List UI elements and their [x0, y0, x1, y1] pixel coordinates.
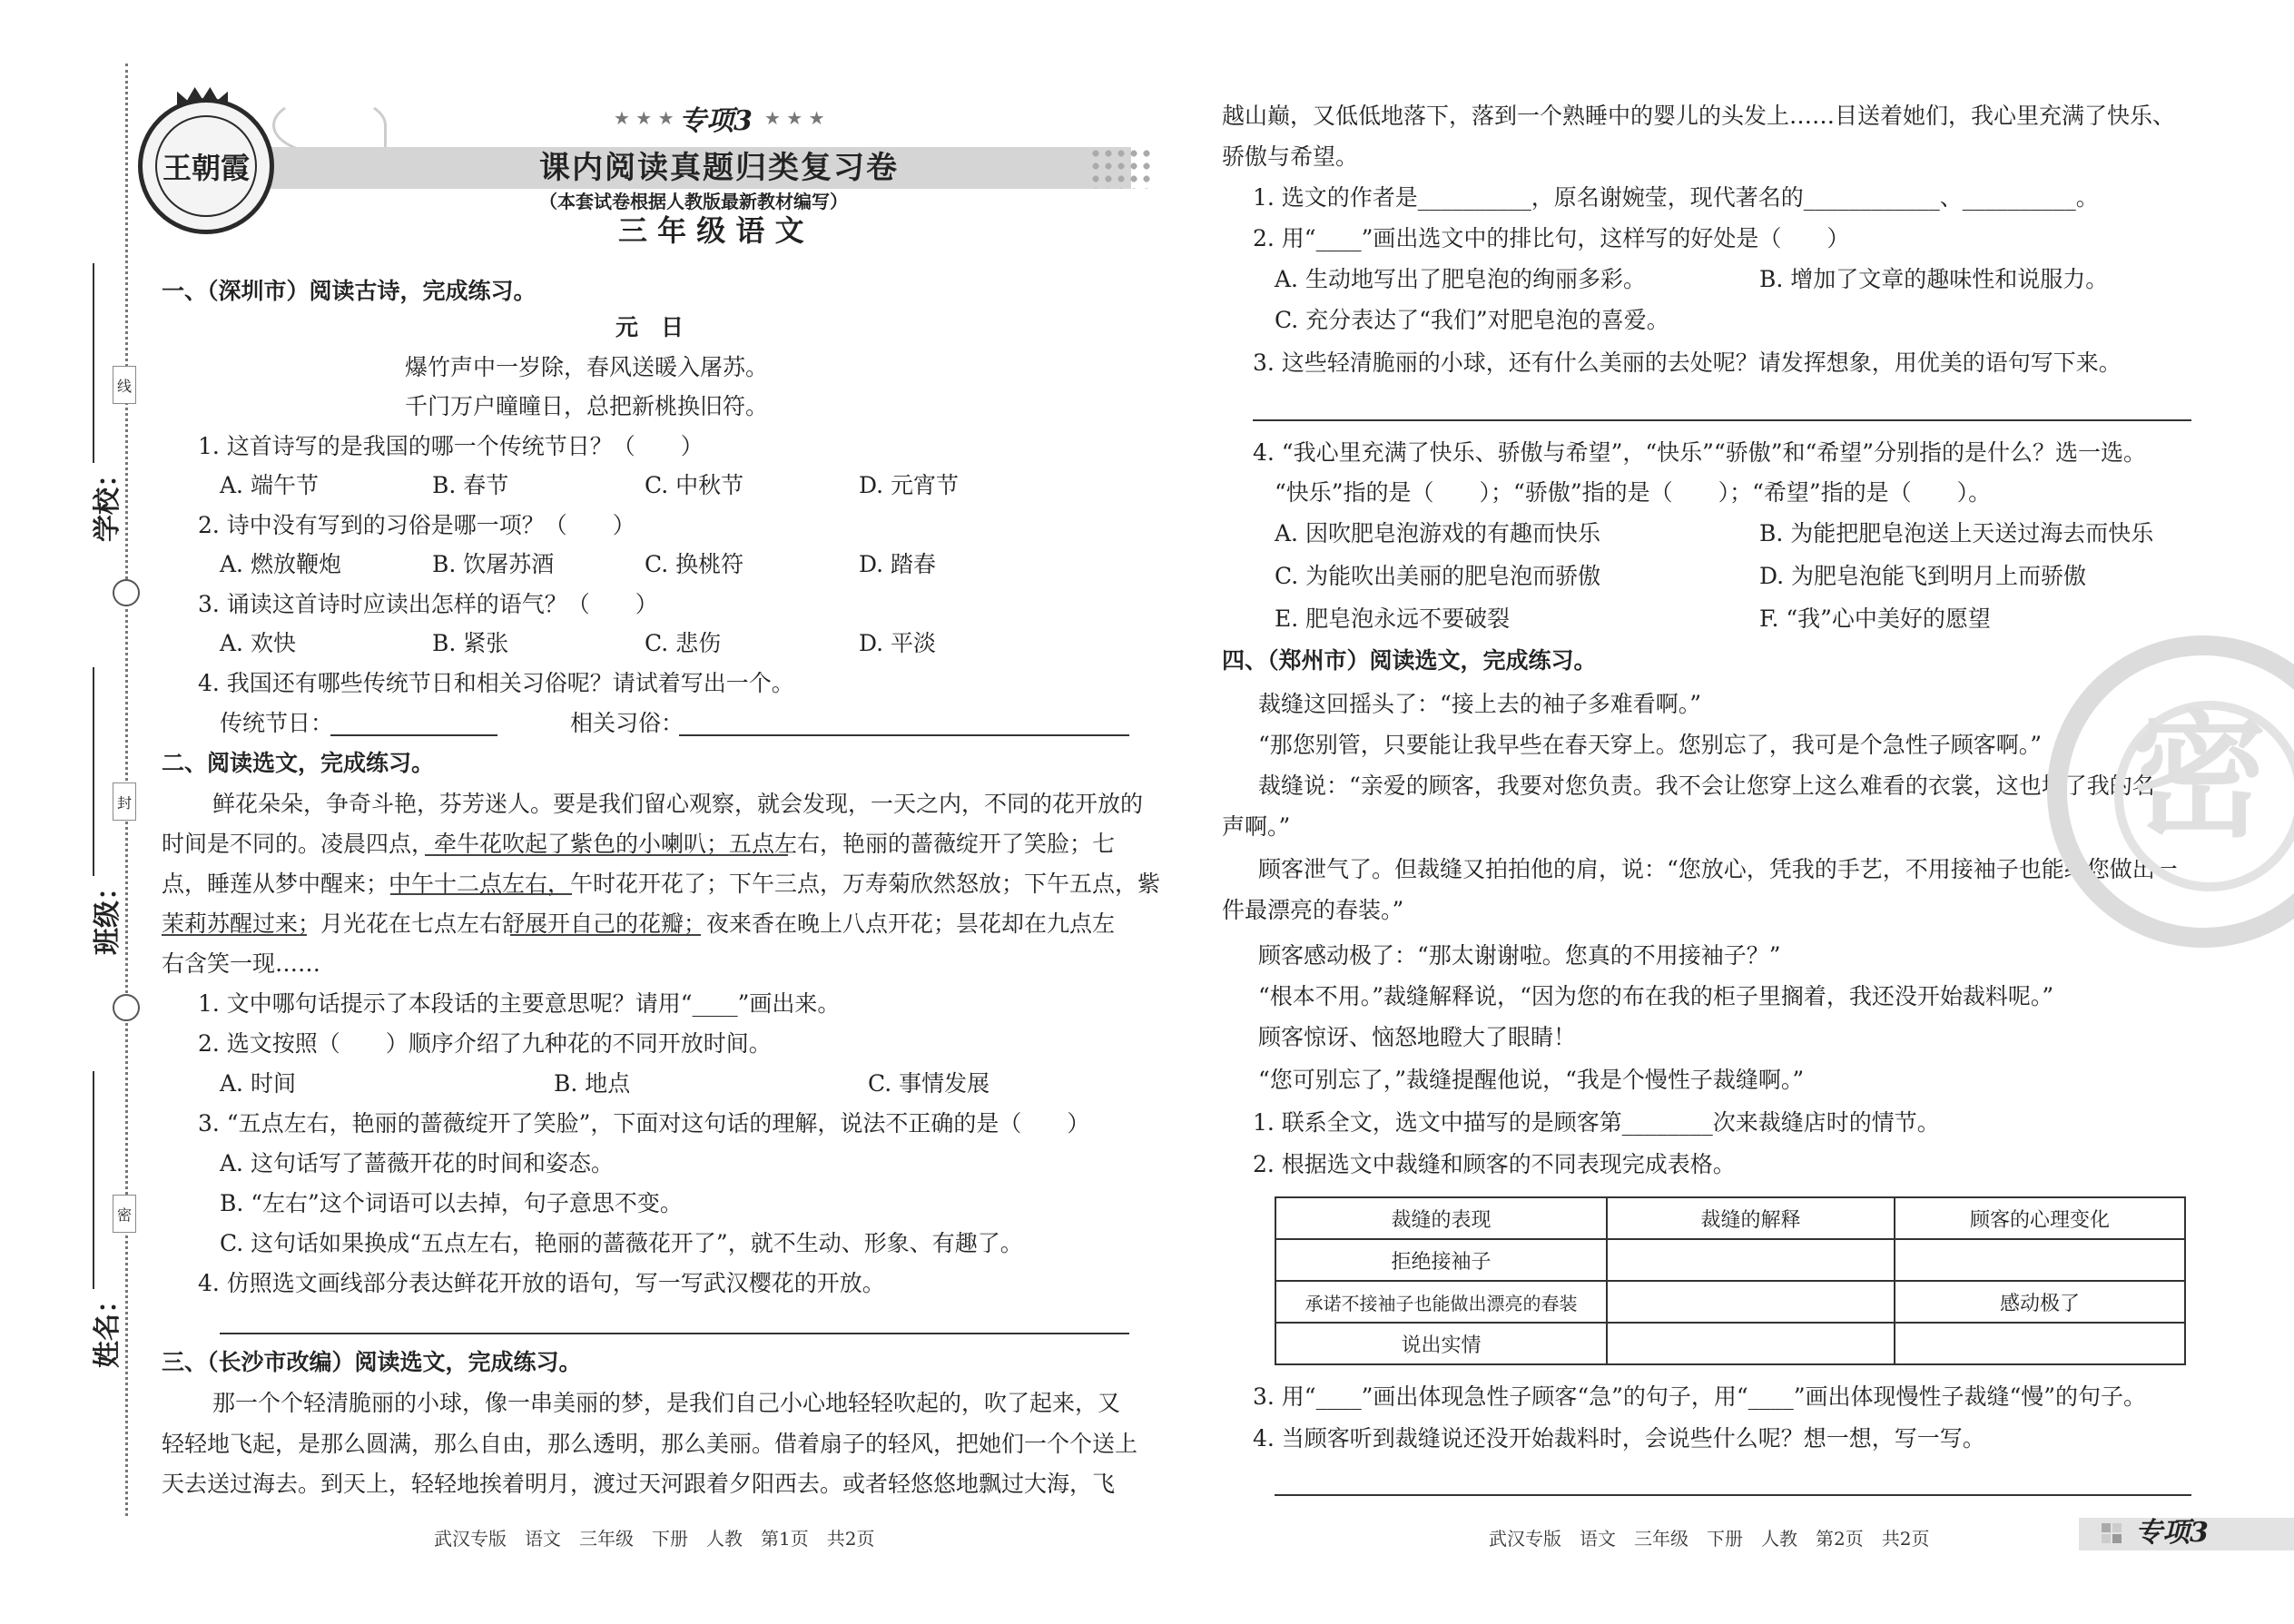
table-row	[1275, 1281, 2185, 1323]
option[interactable]: B. 为能把肥皂泡送上天送过海去而快乐	[1759, 520, 2154, 546]
option[interactable]: B. 地点	[554, 1070, 631, 1097]
table-header-cell: 裁缝的表现	[1275, 1197, 1607, 1239]
passage-line: 那一个个轻清脆丽的小球，像一串美丽的梦，是我们自己小心地轻轻吹起的，吹了起来，又	[212, 1390, 1121, 1416]
school-field[interactable]	[64, 263, 123, 542]
option[interactable]: A. 欢快	[220, 630, 296, 656]
passage-line: 件最漂亮的春装。”	[1222, 897, 1404, 923]
passage-line: 鲜花朵朵，争奇斗艳，芬芳迷人。要是我们留心观察，就会发现，一天之内，不同的花开放的	[212, 791, 1144, 817]
passage-line: 越山巅，又低低地落下，落到一个熟睡中的婴儿的头发上……目送着她们，我心里充满了快乐、	[1222, 103, 2176, 129]
question: 2. 根据选文中裁缝和顾客的不同表现完成表格。	[1253, 1151, 1736, 1177]
binding-mark-seal: 封	[113, 782, 136, 821]
binding-hole-icon	[113, 994, 140, 1021]
comparison-table	[1275, 1196, 2186, 1365]
custom-label: 相关习俗：	[570, 710, 684, 736]
section2-heading: 二、阅读选文，完成练习。	[162, 750, 435, 776]
name-line[interactable]	[93, 1071, 94, 1289]
passage-line: 顾客惊讶、恼怒地瞪大了眼睛！	[1258, 1024, 1577, 1050]
table-cell: 承诺不接袖子也能做出漂亮的春装	[1275, 1281, 1607, 1323]
option[interactable]: B. 增加了文章的趣味性和说服力。	[1759, 266, 2109, 292]
option[interactable]: A. 这句话写了蔷薇开花的时间和姿态。	[220, 1150, 614, 1176]
section1-heading: 一、（深圳市）阅读古诗，完成练习。	[162, 278, 537, 304]
star-icon: ★ ★ ★	[614, 107, 674, 129]
option[interactable]: C. 悲伤	[645, 630, 722, 656]
option[interactable]: B. 春节	[432, 472, 509, 498]
option[interactable]: C. 为能吹出美丽的肥皂泡而骄傲	[1275, 563, 1601, 589]
poem-title: 元 日	[615, 314, 684, 340]
footer-page-1: 武汉专版 语文 三年级 下册 人教 第1页 共2页	[434, 1528, 875, 1550]
festival-label: 传统节日：	[220, 710, 334, 736]
fill-line: “快乐”指的是（ ）；“骄傲”指的是（ ）；“希望”指的是（ ）。	[1275, 479, 1992, 506]
section4-heading: 四、（郑州市）阅读选文，完成练习。	[1222, 647, 1597, 674]
passage-underline	[425, 854, 788, 856]
question: 1. 选文的作者是__________，原名谢婉莹，现代著名的____________、__________。	[1253, 184, 2099, 211]
passage-line: 顾客感动极了：“那太谢谢啦。您真的不用接袖子？”	[1258, 942, 1781, 969]
table-answer-cell[interactable]	[1607, 1323, 1895, 1364]
table-header-cell: 顾客的心理变化	[1895, 1197, 2185, 1239]
question: 2. 用“____”画出选文中的排比句，这样写的好处是（ ）	[1253, 225, 1850, 251]
option[interactable]: B. 饮屠苏酒	[432, 551, 555, 577]
question: 4. 当顾客听到裁缝说还没开始裁料时，会说些什么呢？想一想，写一写。	[1253, 1425, 1985, 1452]
passage-line: 顾客泄气了。但裁缝又拍拍他的肩，说：“您放心，凭我的手艺，不用接袖子也能给您做出一	[1258, 856, 2178, 882]
question: 4. 仿照选文画线部分表达鲜花开放的语句，写一写武汉樱花的开放。	[198, 1270, 885, 1296]
option[interactable]: A. 燃放鞭炮	[220, 551, 341, 577]
option[interactable]: D. 平淡	[859, 630, 937, 656]
option[interactable]: C. 中秋节	[645, 472, 744, 498]
question: 4. “我心里充满了快乐、骄傲与希望”，“快乐”“骄傲”和“希望”分别指的是什么？选一选。	[1253, 439, 2147, 466]
grade-subject: 三 年 级 语 文	[618, 213, 804, 248]
question: 1. 联系全文，选文中描写的是顾客第________次来裁缝店时的情节。	[1253, 1109, 1940, 1136]
header-dots-decoration	[1089, 147, 1153, 189]
logo-text: 王朝霞	[162, 151, 250, 185]
option[interactable]: A. 时间	[220, 1070, 296, 1097]
question: 3. “五点左右，艳丽的蔷薇绽开了笑脸”，下面对这句话的理解，说法不正确的是（ ）	[198, 1110, 1090, 1137]
option[interactable]: D. 踏春	[859, 551, 937, 577]
footer-page-2: 武汉专版 语文 三年级 下册 人教 第2页 共2页	[1489, 1528, 1930, 1550]
name-label: 姓名：	[92, 1286, 123, 1368]
festival-answer-line[interactable]	[330, 734, 497, 736]
passage-line: 裁缝这回摇头了：“接上去的袖子多难看啊。”	[1258, 691, 1702, 717]
option[interactable]: E. 肥皂泡永远不要破裂	[1275, 605, 1511, 632]
exam-subtitle: （本套试卷根据人教版最新教材编写）	[539, 191, 848, 212]
passage-line: 右含笑一现……	[162, 950, 321, 977]
passage-line: “您可别忘了，”裁缝提醒他说，“我是个慢性子裁缝啊。”	[1258, 1067, 1805, 1093]
passage-line: 时间是不同的。凌晨四点，牵牛花吹起了紫色的小喇叭；五点左右，艳丽的蔷薇绽开了笑脸；七	[162, 831, 1116, 857]
question: 2. 诗中没有写到的习俗是哪一项？（ ）	[198, 512, 635, 538]
question: 3. 诵读这首诗时应读出怎样的语气？（ ）	[198, 591, 658, 617]
table-header-cell: 裁缝的解释	[1607, 1197, 1895, 1239]
passage-line: 裁缝说：“亲爱的顾客，我要对您负责。我不会让您穿上这么难看的衣裳，这也坏了我的名	[1258, 773, 2155, 799]
option[interactable]: D. 元宵节	[859, 472, 960, 498]
star-icon: ★ ★ ★	[764, 107, 825, 129]
publisher-logo	[138, 98, 274, 234]
answer-line[interactable]	[220, 1333, 1129, 1334]
passage-line: 点，睡莲从梦中醒来；中午十二点左右，午时花开花了；下午三点，万寿菊欣然怒放；下午五点，紫	[162, 871, 1161, 897]
option[interactable]: C. 事情发展	[868, 1070, 990, 1097]
question: 1. 这首诗写的是我国的哪一个传统节日？（ ）	[198, 433, 704, 459]
seal-stamp-watermark	[2047, 635, 2294, 948]
passage-line: 轻轻地飞起，是那么圆满，那么自由，那么透明，那么美丽。借着扇子的轻风，把她们一个个送上	[162, 1431, 1138, 1457]
table-answer-cell[interactable]	[1607, 1239, 1895, 1281]
passage-line: “根本不用。”裁缝解释说，“因为您的布在我的柜子里搁着，我还没开始裁料呢。”	[1258, 983, 2054, 1009]
option[interactable]: C. 换桃符	[645, 551, 744, 577]
option[interactable]: B. 紧张	[432, 630, 509, 656]
stamp-character: 密	[2131, 696, 2268, 856]
table-header-row	[1275, 1197, 2185, 1239]
table-cell: 感动极了	[1895, 1281, 2185, 1323]
question: 4. 我国还有哪些传统节日和相关习俗呢？请试着写出一个。	[198, 670, 794, 696]
table-cell: 说出实情	[1275, 1323, 1607, 1364]
table-cell: 拒绝接袖子	[1275, 1239, 1607, 1281]
option[interactable]: C. 充分表达了“我们”对肥皂泡的喜爱。	[1275, 307, 1669, 333]
school-label: 学校：	[92, 460, 123, 542]
badge-squares-icon	[2102, 1523, 2111, 1532]
school-line[interactable]	[93, 263, 94, 463]
series-badge: 专项3	[2135, 1517, 2209, 1549]
question: 3. 用“____”画出体现急性子顾客“急”的句子，用“____”画出体现慢性子裁缝“慢”的句子。	[1253, 1383, 2147, 1410]
passage-underline	[390, 893, 572, 895]
passage-line: 天去送过海去。到天上，轻轻地挨着明月，渡过天河跟着夕阳西去。或者轻悠悠地飘过大海，飞	[162, 1471, 1116, 1497]
option[interactable]: A. 生动地写出了肥皂泡的绚丽多彩。	[1275, 266, 1646, 292]
option[interactable]: C. 这句话如果换成“五点左右，艳丽的蔷薇花开了”，就不生动、形象、有趣了。	[220, 1230, 1023, 1256]
passage-line: 茉莉苏醒过来；月光花在七点左右舒展开自己的花瓣；夜来香在晚上八点开花；昙花却在九点左	[162, 910, 1116, 937]
table-answer-cell[interactable]	[1895, 1323, 2185, 1364]
option[interactable]: A. 端午节	[220, 472, 319, 498]
table-row	[1275, 1323, 2185, 1364]
binding-hole-icon	[113, 579, 140, 606]
answer-line[interactable]	[1275, 1494, 2191, 1496]
question: 2. 选文按照（ ）顺序介绍了九种花的不同开放时间。	[198, 1030, 772, 1057]
question: 3. 这些轻清脆丽的小球，还有什么美丽的去处呢？请发挥想象，用优美的语句写下来。	[1253, 349, 2122, 376]
table-answer-cell[interactable]	[1895, 1239, 2185, 1281]
class-field[interactable]	[64, 667, 123, 955]
binding-mark-line: 线	[113, 366, 136, 404]
section3-heading: 三、（长沙市改编）阅读选文，完成练习。	[162, 1349, 582, 1375]
option[interactable]: B. “左右”这个词语可以去掉，句子意思不变。	[220, 1190, 683, 1216]
class-line[interactable]	[93, 667, 94, 876]
passage-underline	[162, 934, 307, 936]
passage-line: 骄傲与希望。	[1222, 143, 1359, 170]
passage-underline	[510, 934, 701, 936]
class-label: 班级：	[92, 873, 123, 955]
passage-line: “那您别管，只要能让我早些在春天穿上。您别忘了，我可是个急性子顾客啊。”	[1258, 732, 2043, 758]
passage-line: 声啊。”	[1222, 813, 1291, 840]
option[interactable]: D. 为肥皂泡能飞到明月上而骄傲	[1759, 563, 2087, 589]
table-answer-cell[interactable]	[1607, 1281, 1895, 1323]
series-label: 专项3	[679, 105, 753, 137]
table-row	[1275, 1239, 2185, 1281]
poem-line: 爆竹声中一岁除，春风送暖入屠苏。	[405, 354, 769, 380]
exam-title: 课内阅读真题归类复习卷	[539, 150, 899, 186]
name-field[interactable]	[64, 1071, 123, 1368]
poem-line: 千门万户曈曈日，总把新桃换旧符。	[405, 393, 769, 419]
option[interactable]: F. “我”心中美好的愿望	[1759, 605, 1991, 632]
custom-answer-line[interactable]	[679, 734, 1129, 736]
option[interactable]: A. 因吹肥皂泡游戏的有趣而快乐	[1275, 520, 1600, 546]
question: 1. 文中哪句话提示了本段话的主要意思呢？请用“____”画出来。	[198, 990, 841, 1017]
answer-line[interactable]	[1253, 419, 2191, 421]
binding-mark-dense: 密	[113, 1195, 136, 1233]
